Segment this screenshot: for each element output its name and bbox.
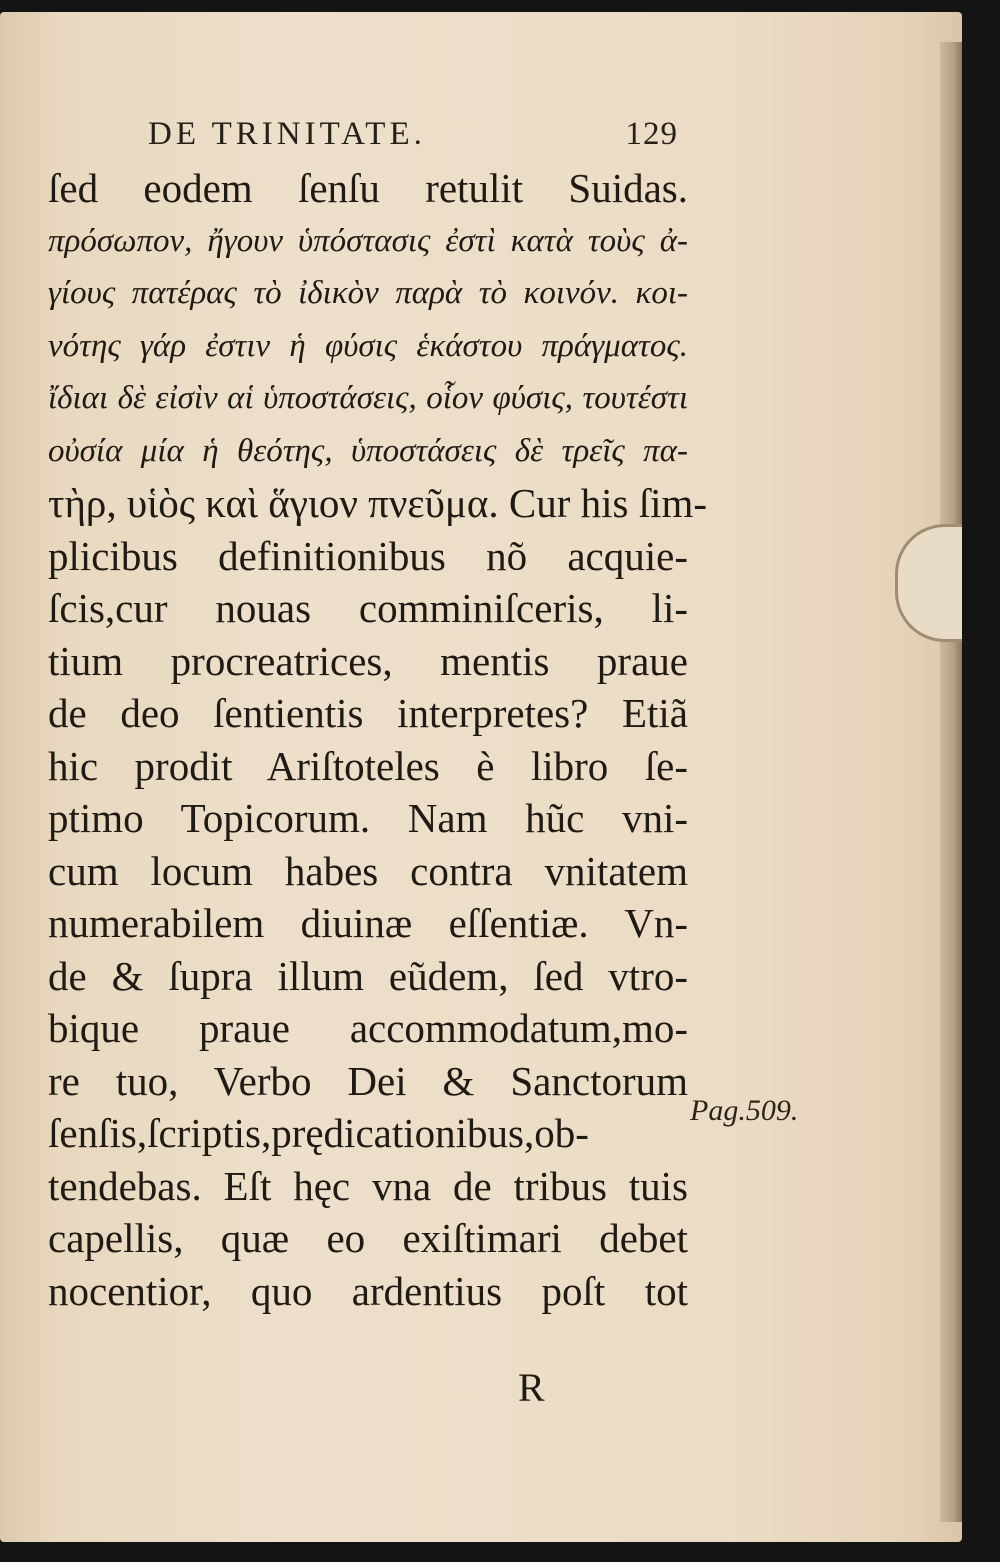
text-line: plicibus definitionibus nõ acquie- [48, 532, 688, 579]
text-line: cum locum habes contra vnitatem [48, 847, 688, 894]
text-line: de & ſupra illum eũdem, ſed vtro- [48, 952, 688, 999]
text-line: τὴρ, υἱὸς καὶ ἅγιον πνεῦμα. Cur his ſim- [48, 480, 708, 526]
page-tab [895, 524, 962, 642]
book-page [0, 12, 962, 1542]
text-line: ſcis,cur nouas comminiſceris, li- [48, 585, 688, 631]
text-line: ἴδιαι δὲ εἰσὶν αἱ ὑποστάσεις, οἷον φύσις, τουτέστι [48, 380, 688, 416]
text-line: hic prodit Ariſtoteles è libro ſe- [48, 742, 688, 789]
text-line: tium procreatrices, mentis praue [48, 637, 688, 684]
text-line: ptimo Topicorum. Nam hũc vni- [48, 795, 688, 841]
page-edge [940, 42, 962, 1522]
text-line: de deo ſentientis interpretes? Etiã [48, 690, 688, 736]
text-line: re tuo, Verbo Dei & Sanctorum [48, 1057, 688, 1104]
running-head: DE TRINITATE. [148, 116, 426, 152]
margin-note: Pag.509. [690, 1094, 799, 1127]
text-line: ſenſis,ſcriptis,prędicationibus,ob- [48, 1110, 589, 1156]
signature-mark: R [518, 1365, 545, 1410]
text-line: οὐσία μία ἡ θεότης, ὑποστάσεις δὲ τρεῖς πα- [48, 432, 688, 469]
text-line: γίους πατέρας τὸ ἰδικὸν παρὰ τὸ κοινόν. κοι- [48, 275, 688, 311]
text-line: tendebas. Eſt hęc vna de tribus tuis [48, 1162, 688, 1209]
page-header [148, 116, 678, 156]
text-line: νότης γάρ ἐστιν ἡ φύσις ἑκάστου πράγματος. [48, 327, 688, 364]
text-line: capellis, quæ eo exiſtimari debet [48, 1215, 688, 1261]
text-line: numerabilem diuinæ eſſentiæ. Vn- [48, 900, 688, 946]
body-text [48, 162, 708, 1317]
text-line: bique praue accommodatum,mo- [48, 1005, 688, 1051]
text-line: ſed eodem ſenſu retulit Suidas. [48, 165, 688, 211]
page-number: 129 [625, 116, 678, 152]
text-line: πρόσωπον, ἤγουν ὑπόστασις ἐστὶ κατὰ τοὺς ἀ- [48, 222, 688, 259]
text-line: nocentior, quo ardentius poſt tot [48, 1267, 688, 1314]
